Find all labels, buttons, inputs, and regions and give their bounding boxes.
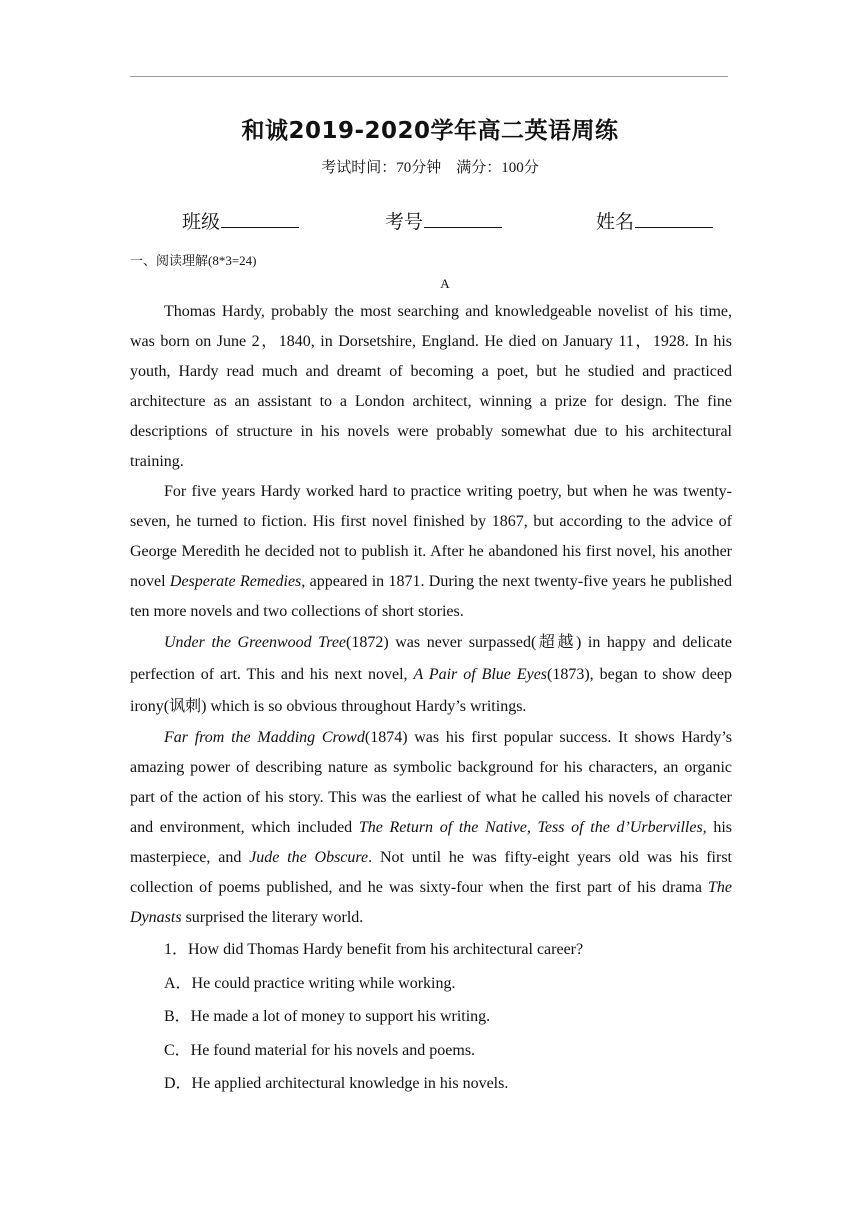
- p3-text-b: (1873), began to show deep irony(讽刺) which is so obvious throughout Hardy’s writings.: [130, 666, 732, 715]
- choice-a[interactable]: A．He could practice writing while working.: [164, 974, 456, 992]
- book-title: The Return of the Native, Tess of the d’Urbervilles,: [358, 819, 707, 836]
- paragraph-1: Thomas Hardy, probably the most searching and knowledgeable novelist of his time, was born on June 2，1840, in Dorsetshire, England. He died on January 11，1928. In his youth, Hardy read much and dreamt of becoming a poet, but he studied and practiced architecture as an assistant to a London architect, winning a prize for design. The fine descriptions of structure in his novels were probably somewhat due to his architectural training.: [130, 303, 732, 470]
- p4-text-c: . Not until he was fifty-eight years old was his first collection of poems published, and he was sixty-four when the first part of his drama: [130, 849, 733, 896]
- exam-number-label: 考号: [385, 212, 424, 233]
- book-title: Under the Greenwood Tree: [164, 634, 347, 651]
- p4-text-b: his masterpiece, and: [130, 819, 733, 866]
- p2-text-b: appeared in 1871. During the next twenty-five years he published ten more novels and two collections of short stories.: [130, 573, 733, 620]
- book-title: Far from the Madding Crowd: [164, 729, 365, 746]
- student-info-fields: [0, 207, 860, 235]
- name-blank[interactable]: [635, 209, 713, 228]
- book-title: Desperate Remedies,: [169, 573, 306, 590]
- p4-text-d: surprised the literary world.: [181, 909, 364, 926]
- book-title: The Dynasts: [130, 879, 732, 926]
- paragraph-3: [130, 627, 732, 723]
- passage-body: [130, 297, 732, 1101]
- paragraph-4: [130, 723, 732, 933]
- exam-number-field[interactable]: [385, 207, 502, 234]
- p3-text-a: (1872) was never surpassed(超越) in happy and delicate perfection of art. This and his next novel,: [130, 634, 732, 683]
- class-label: 班级: [182, 212, 221, 233]
- header-rule: [130, 76, 728, 77]
- book-title: A Pair of Blue Eyes: [413, 666, 548, 683]
- name-field[interactable]: [596, 207, 713, 234]
- section-heading: 一、阅读理解(8*3=24): [130, 253, 257, 268]
- class-field[interactable]: [182, 207, 299, 234]
- name-label: 姓名: [596, 212, 635, 233]
- paragraph-2: [130, 477, 732, 627]
- p2-text-a: For five years Hardy worked hard to practice writing poetry, but when he was twenty-seven, he turned to fiction. His first novel finished by 1867, but according to the advice of George Meredith he decided not to publish it. After he abandoned his first novel, his another novel: [130, 483, 732, 590]
- book-title: Jude the Obscure: [249, 849, 369, 866]
- class-blank[interactable]: [221, 209, 299, 228]
- p4-text-a: (1874) was his first popular success. It shows Hardy’s amazing power of describing nature as symbolic background for his characters, an organic part of the action of his story. This was the earliest of what he called his novels of character and environment, which included: [130, 729, 732, 836]
- page-title: 和诚2019-2020学年高二英语周练: [241, 118, 619, 144]
- passage-label: A: [440, 276, 450, 291]
- choice-d[interactable]: D．He applied architectural knowledge in his novels.: [164, 1075, 509, 1092]
- choice-b[interactable]: B．He made a lot of money to support his writing.: [164, 1008, 491, 1025]
- choice-c[interactable]: C．He found material for his novels and poems.: [164, 1041, 476, 1059]
- question-1: 1．How did Thomas Hardy benefit from his architectural career?: [164, 941, 584, 958]
- exam-number-blank[interactable]: [424, 209, 502, 228]
- exam-info: 考试时间：70分钟 满分：100分: [321, 160, 539, 176]
